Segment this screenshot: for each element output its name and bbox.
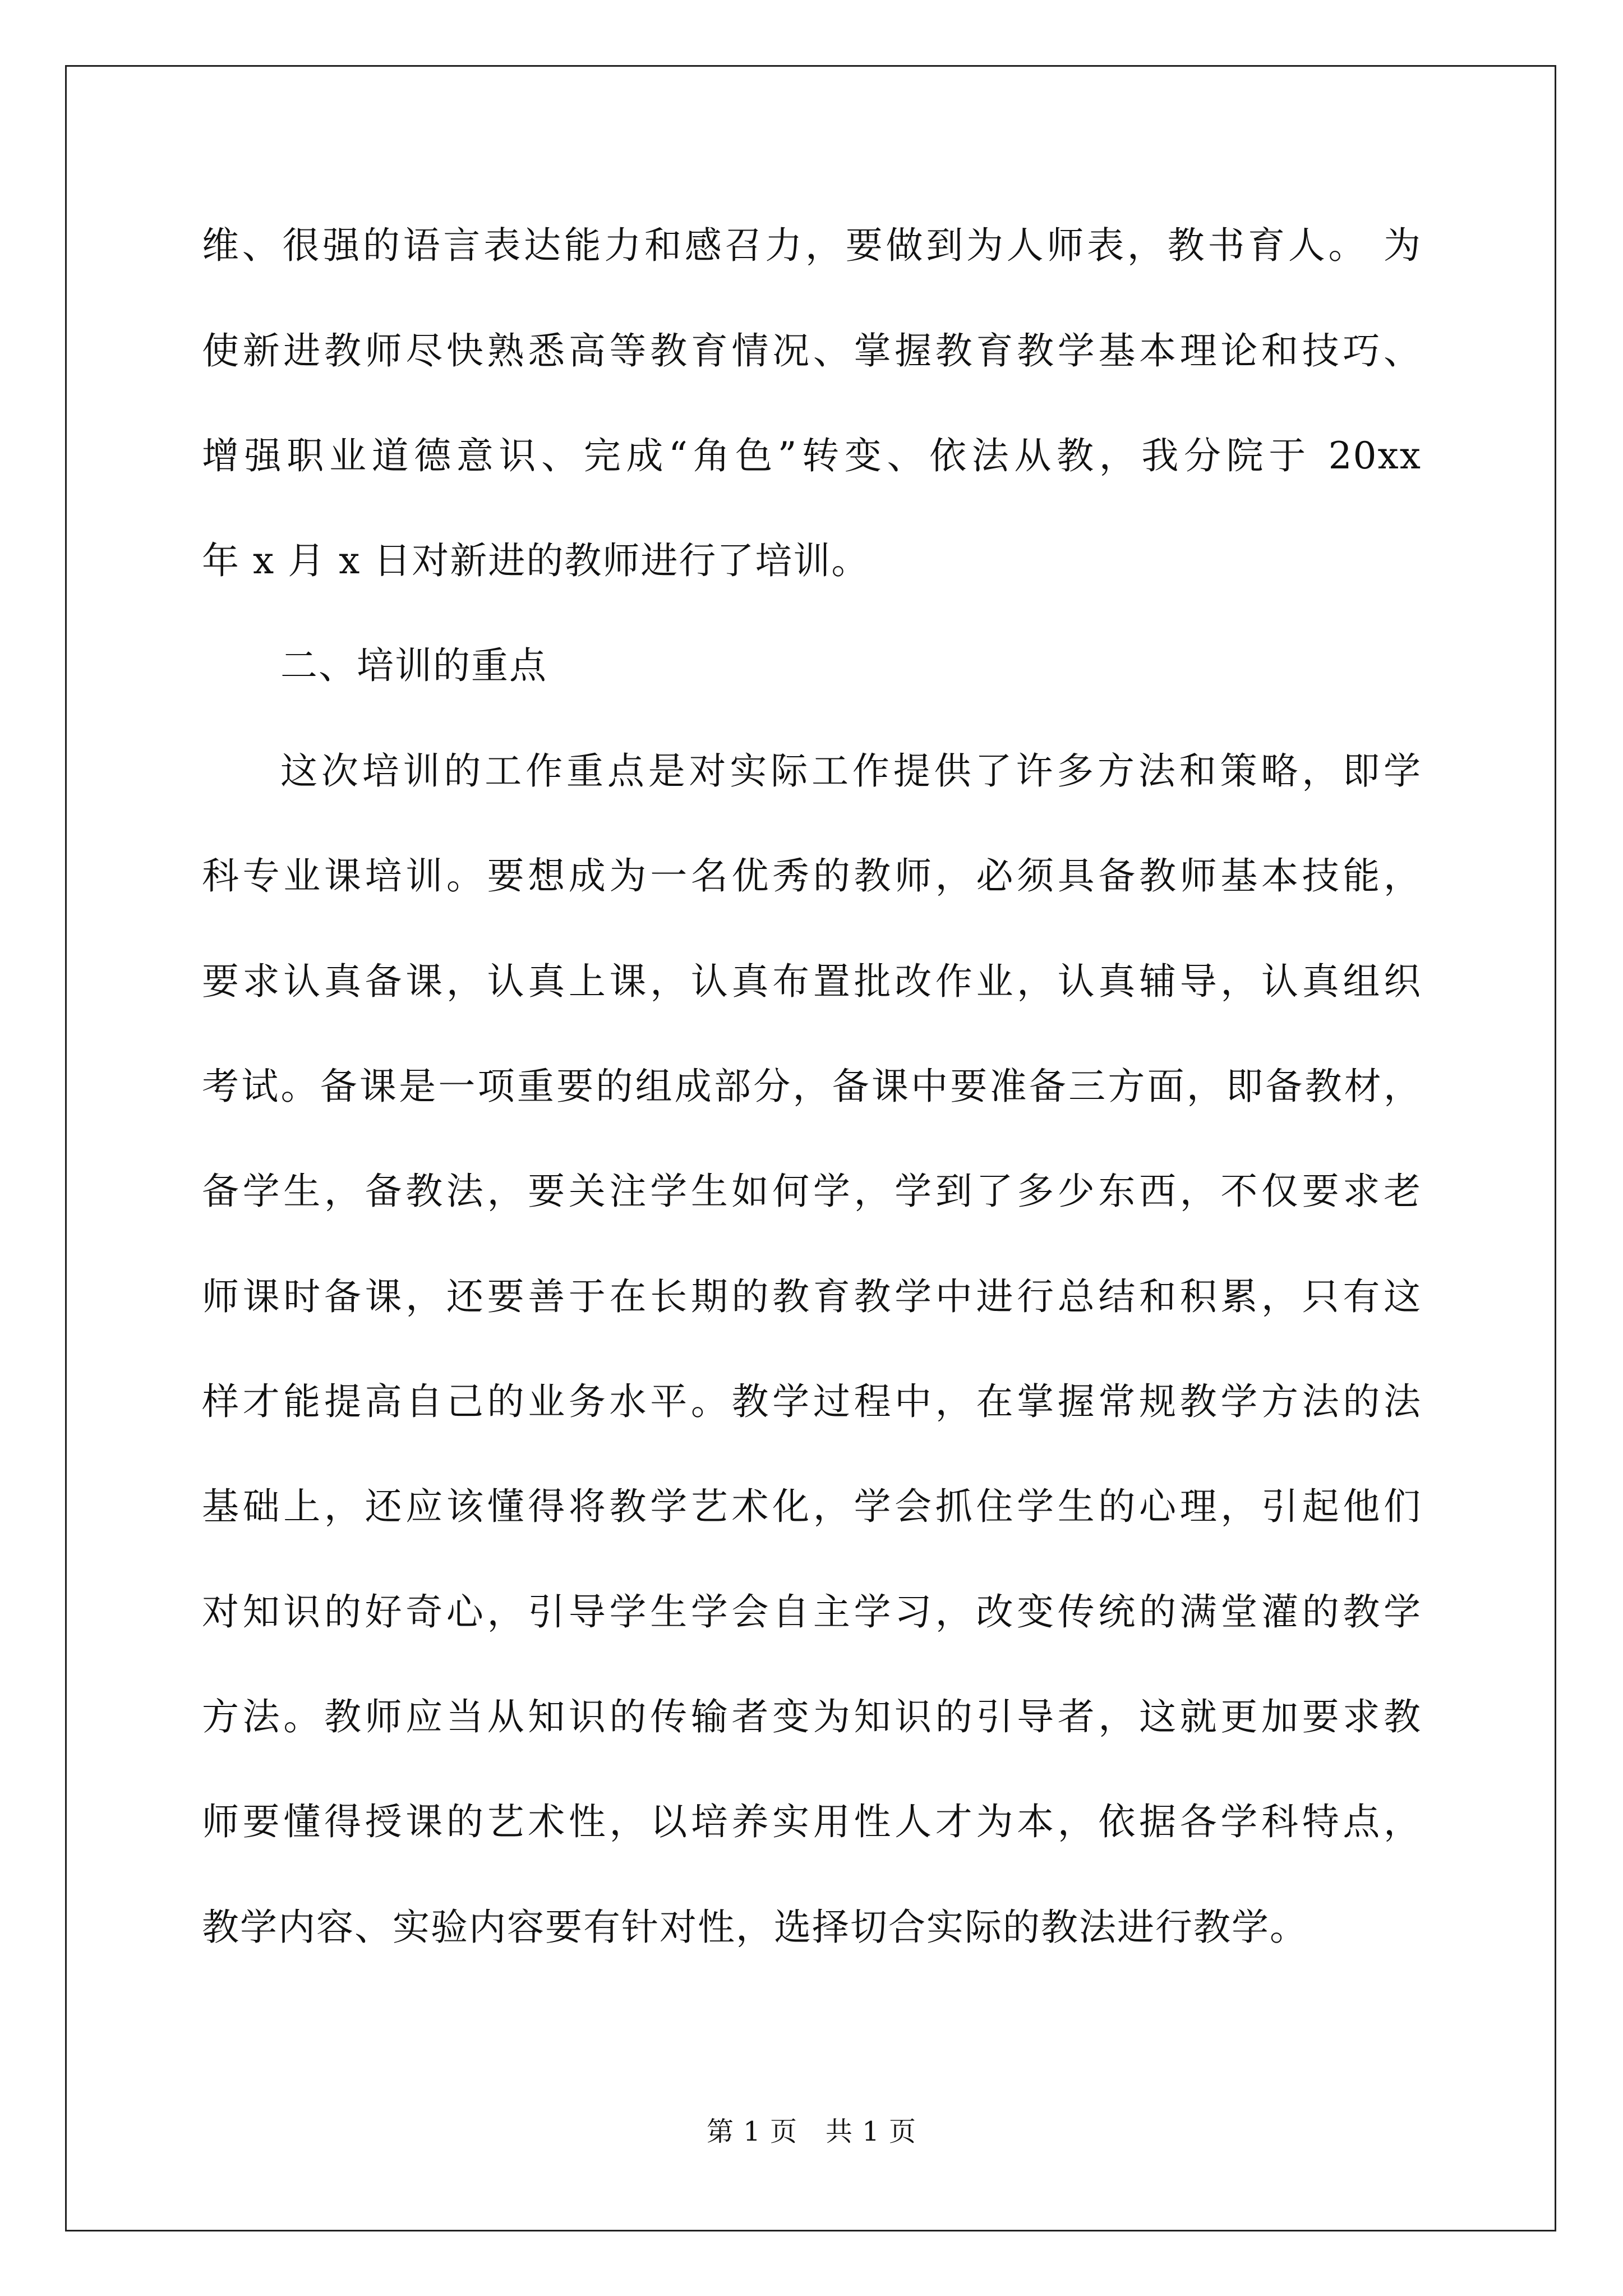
text-line: 增强职业道德意识、完成“角色”转变、依法从教，我分院于 20xx [202,434,1422,477]
text-line: 这次培训的工作重点是对实际工作提供了许多方法和策略，即学 [280,749,1422,793]
text-line: 科专业课培训。要想成为一名优秀的教师，必须具备教师基本技能， [202,854,1422,898]
section-heading: 二、培训的重点 [280,644,547,687]
text-line: 使新进教师尽快熟悉高等教育情况、掌握教育教学基本理论和技巧、 [202,329,1422,372]
text-line: 师要懂得授课的艺术性，以培养实用性人才为本，依据各学科特点， [202,1800,1422,1843]
text-line: 要求认真备课，认真上课，认真布置批改作业，认真辅导，认真组织 [202,960,1422,1003]
page-footer [0,2115,1623,2148]
text-line: 基础上，还应该懂得将教学艺术化，学会抓住学生的心理，引起他们 [202,1485,1422,1528]
text-line: 样才能提高自己的业务水平。教学过程中，在掌握常规教学方法的法 [202,1380,1422,1423]
page-total: 共 1 页 [826,2116,917,2147]
text-line: 教学内容、实验内容要有针对性，选择切合实际的教法进行教学。 [202,1906,1308,1949]
text-line: 年 x 月 x 日对新进的教师进行了培训。 [202,539,870,582]
text-line: 考试。备课是一项重要的组成部分，备课中要准备三方面，即备教材， [202,1065,1422,1108]
text-line: 对知识的好奇心，引导学生学会自主学习，改变传统的满堂灌的教学 [202,1590,1422,1634]
text-line: 方法。教师应当从知识的传输者变为知识的引导者，这就更加要求教 [202,1695,1422,1738]
text-line: 维、很强的语言表达能力和感召力，要做到为人师表，教书育人。 为 [202,224,1422,267]
page-number: 第 1 页 [706,2116,797,2147]
text-line: 师课时备课，还要善于在长期的教育教学中进行总结和积累，只有这 [202,1275,1422,1318]
text-line: 备学生，备教法，要关注学生如何学，学到了多少东西，不仅要求老 [202,1170,1422,1213]
